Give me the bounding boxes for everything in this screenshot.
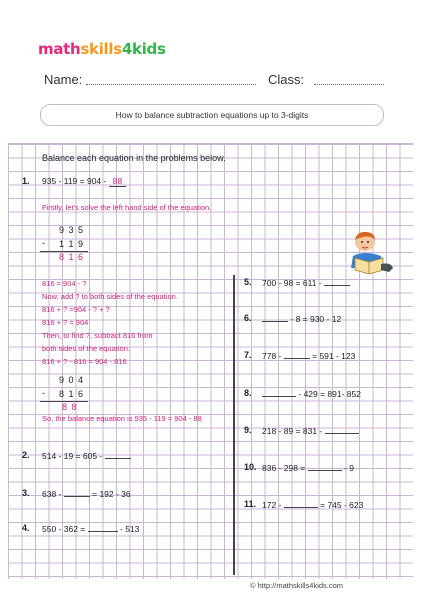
problem-2: 514 - 19 = 605 - — [42, 450, 131, 461]
answer-blank[interactable] — [325, 425, 359, 434]
answer-blank[interactable] — [105, 450, 131, 459]
name-line[interactable] — [86, 84, 256, 85]
answer-blank[interactable] — [324, 277, 350, 286]
problem-8: - 429 = 891- 852 — [262, 388, 361, 399]
problem-5: 700 - 98 = 611 - — [262, 277, 350, 288]
sub2-top: 9 0 4 — [59, 375, 85, 385]
problem-number: 3. — [22, 488, 30, 498]
problem-6: - 8 = 930 - 12 — [262, 313, 341, 324]
example-answer: 88 — [109, 176, 126, 187]
sub2-bottom: 8 1 6 — [59, 389, 85, 399]
instructions: Balance each equation in the problems below. — [42, 153, 226, 163]
problem-9: 218 - 89 = 831 - — [262, 425, 359, 436]
sub1-bottom: 1 1 9 — [59, 239, 85, 249]
answer-blank[interactable] — [308, 462, 342, 471]
problem-11: 172 - = 745 - 623 — [262, 500, 364, 510]
step-text: 816 = 904 - ? — [42, 279, 87, 288]
brand-logo: mathskills4kids — [38, 40, 166, 58]
sub1-top: 9 3 5 — [59, 225, 85, 235]
name-label: Name: — [44, 72, 83, 87]
step-text: both sides of the equation. — [42, 344, 130, 353]
footer-url[interactable]: © http://mathskills4kids.com — [250, 581, 344, 590]
step-text: Then, to find ?, subtract 816 from — [42, 331, 153, 340]
name-class-bar — [42, 72, 387, 90]
problem-number: 4. — [22, 523, 30, 533]
sub2-minus: - — [42, 388, 45, 398]
answer-blank[interactable] — [262, 313, 288, 322]
step-text: 816 + ? = 904 — [42, 318, 89, 327]
conclusion: So, the balance equation is 935 - 119 = 904 - 88 — [42, 414, 202, 423]
answer-blank[interactable] — [284, 350, 310, 359]
problem-number: 2. — [22, 450, 30, 460]
example-equation: 935 - 119 = 904 - 88 — [42, 176, 126, 186]
problem-number: 8. — [244, 388, 252, 398]
step-text: 816 + ? - 816 = 904 - 816 — [42, 357, 127, 366]
problem-10: 836 - 298 = - 9 — [262, 463, 354, 473]
answer-blank[interactable] — [262, 388, 296, 397]
step-text: Firstly, let's solve the left hand side of the equation. — [42, 203, 212, 212]
problem-4: 550 - 362 = - 513 — [42, 524, 140, 534]
sub2-result: 8 8 — [62, 402, 78, 412]
problem-number: 6. — [244, 313, 252, 323]
answer-blank[interactable] — [64, 488, 90, 497]
problem-number: 9. — [244, 425, 252, 435]
class-line[interactable] — [314, 84, 384, 85]
answer-blank[interactable] — [88, 523, 118, 532]
step-text: 816 + ? =904 - ? + ? — [42, 305, 110, 314]
problem-3: 638 - = 192 - 36 — [42, 489, 131, 499]
problem-number: 7. — [244, 350, 252, 360]
class-label: Class: — [268, 72, 305, 87]
kid-reading-illustration — [345, 228, 395, 278]
sub1-minus: - — [42, 238, 45, 248]
problem-number: 1. — [22, 176, 30, 186]
problem-number: 5. — [244, 277, 252, 287]
sub1-result: 8 1 6 — [59, 252, 85, 262]
problem-7: 778 - = 591 - 123 — [262, 351, 356, 361]
problem-number: 10. — [244, 462, 257, 472]
problem-number: 11. — [244, 499, 257, 509]
worksheet-title: How to balance subtraction equations up to 3-digits — [40, 104, 384, 126]
column-divider — [233, 275, 235, 575]
answer-blank[interactable] — [284, 499, 318, 508]
step-text: Now, add ? to both sides of the equation. — [42, 292, 178, 301]
